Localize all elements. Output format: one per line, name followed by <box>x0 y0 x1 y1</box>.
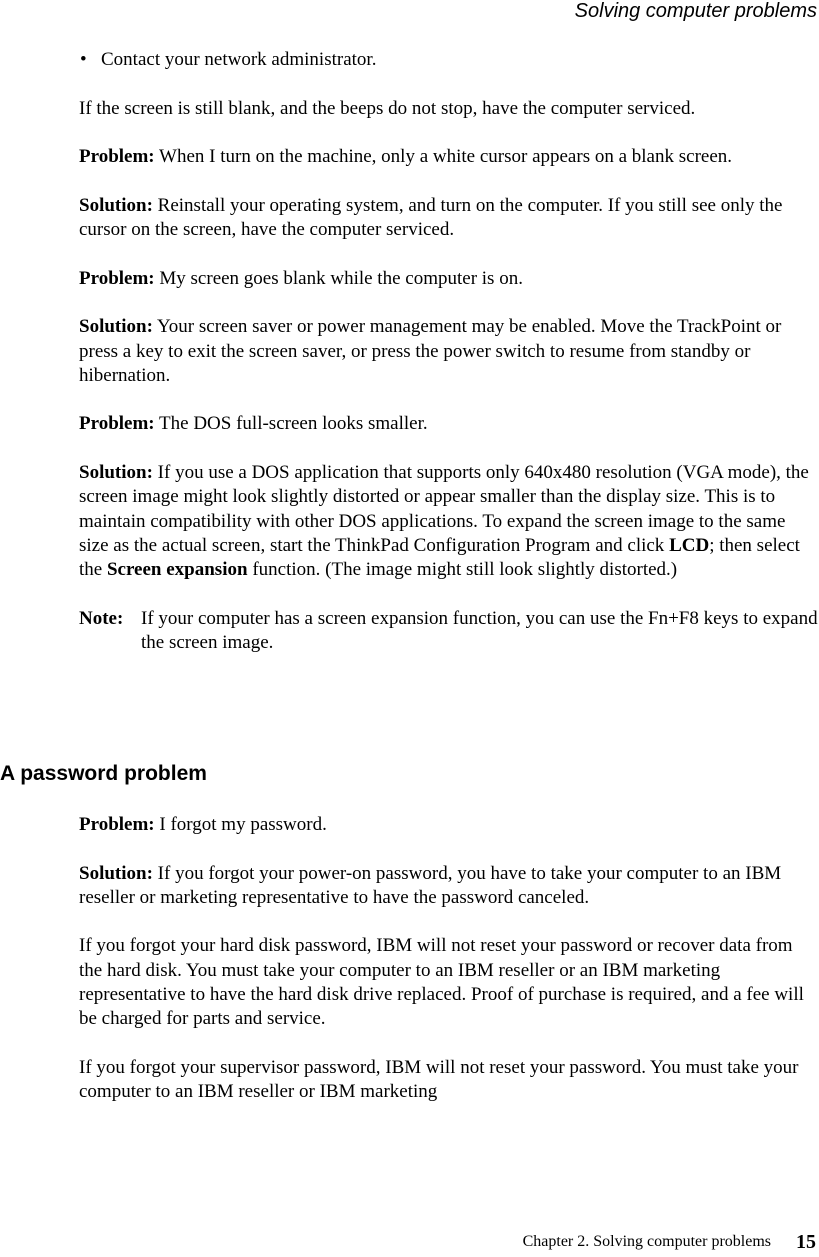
solution-text: If you use a DOS application that supports only 640x480 resolution (VGA mode), the screen image might look slightly distorted or appear smaller than the display size. This is to maintain compatibility with other DOS applications. To expand the screen image to the same size as the actual screen, start the ThinkPad Configuration Program and click <box>79 462 809 556</box>
paragraph-supervisor-password: If you forgot your supervisor password, IBM will not reset your password. You must take your computer to an IBM reseller or IBM marketing <box>79 1056 799 1103</box>
paragraph-problem-blank <box>79 267 819 291</box>
note-label: Note: <box>79 607 124 629</box>
note-block <box>79 607 819 656</box>
problem-label: Problem: <box>79 413 155 435</box>
solution-text: ; then select the <box>79 534 800 581</box>
lcd-term: LCD <box>669 534 710 556</box>
password-section-text <box>79 813 819 1129</box>
solution-text: Reinstall your operating system, and turn on the computer. If you still see only the cursor on the screen, have the computer serviced. <box>79 194 783 241</box>
paragraph-solution-screensaver <box>79 315 819 388</box>
problem-text: The DOS full-screen looks smaller. <box>154 413 428 435</box>
paragraph-solution-reinstall <box>79 194 819 243</box>
solution-label: Solution: <box>79 194 153 216</box>
solution-text: Your screen saver or power management may be enabled. Move the TrackPoint or press a key to exit the screen saver, or press the power switch to resume from standby or hibernation. <box>79 316 782 386</box>
paragraph-problem-dos <box>79 412 819 436</box>
problem-text: I forgot my password. <box>154 814 327 835</box>
solution-text: function. (The image might still look slightly distorted.) <box>247 559 678 581</box>
screen-expansion-term: Screen expansion <box>106 559 248 581</box>
solution-label: Solution: <box>79 316 153 338</box>
paragraph-hard-disk-password: If you forgot your hard disk password, IBM will not reset your password or recover data from the hard disk. You must take your computer to an IBM reseller or an IBM marketing representative to have the hard disk drive replaced. Proof of purchase is required, and a fee will be charged for parts and service. <box>79 935 804 1030</box>
running-head: Solving computer problems <box>574 0 817 22</box>
section-heading-password: A password problem <box>0 762 207 785</box>
page-footer <box>523 1227 816 1257</box>
solution-label: Solution: <box>79 862 153 884</box>
bullet-item <box>79 48 819 72</box>
footer-chapter-title: Chapter 2. Solving computer problems <box>522 1233 771 1250</box>
problem-text: My screen goes blank while the computer is on. <box>154 267 523 289</box>
paragraph-solution-dos <box>79 461 819 582</box>
solution-label: Solution: <box>79 462 153 484</box>
solution-text: If you forgot your power-on password, you have to take your computer to an IBM reseller or marketing representative to have the password canceled. <box>79 862 782 908</box>
paragraph-solution-power-on <box>79 862 819 911</box>
problem-label: Problem: <box>79 146 155 168</box>
note-text: If your computer has a screen expansion function, you can use the Fn+F8 keys to expand the screen image. <box>141 607 818 654</box>
page-number: 15 <box>796 1230 816 1253</box>
bullet-icon: • <box>80 49 87 70</box>
paragraph-problem-password <box>79 813 819 837</box>
problem-label: Problem: <box>79 267 155 289</box>
problem-label: Problem: <box>79 814 155 835</box>
bullet-text: Contact your network administrator. <box>101 49 377 70</box>
paragraph-problem-cursor <box>79 145 819 169</box>
main-text <box>79 48 819 655</box>
paragraph-still-blank: If the screen is still blank, and the beeps do not stop, have the computer serviced. <box>79 97 696 119</box>
problem-text: When I turn on the machine, only a white cursor appears on a blank screen. <box>154 146 733 168</box>
